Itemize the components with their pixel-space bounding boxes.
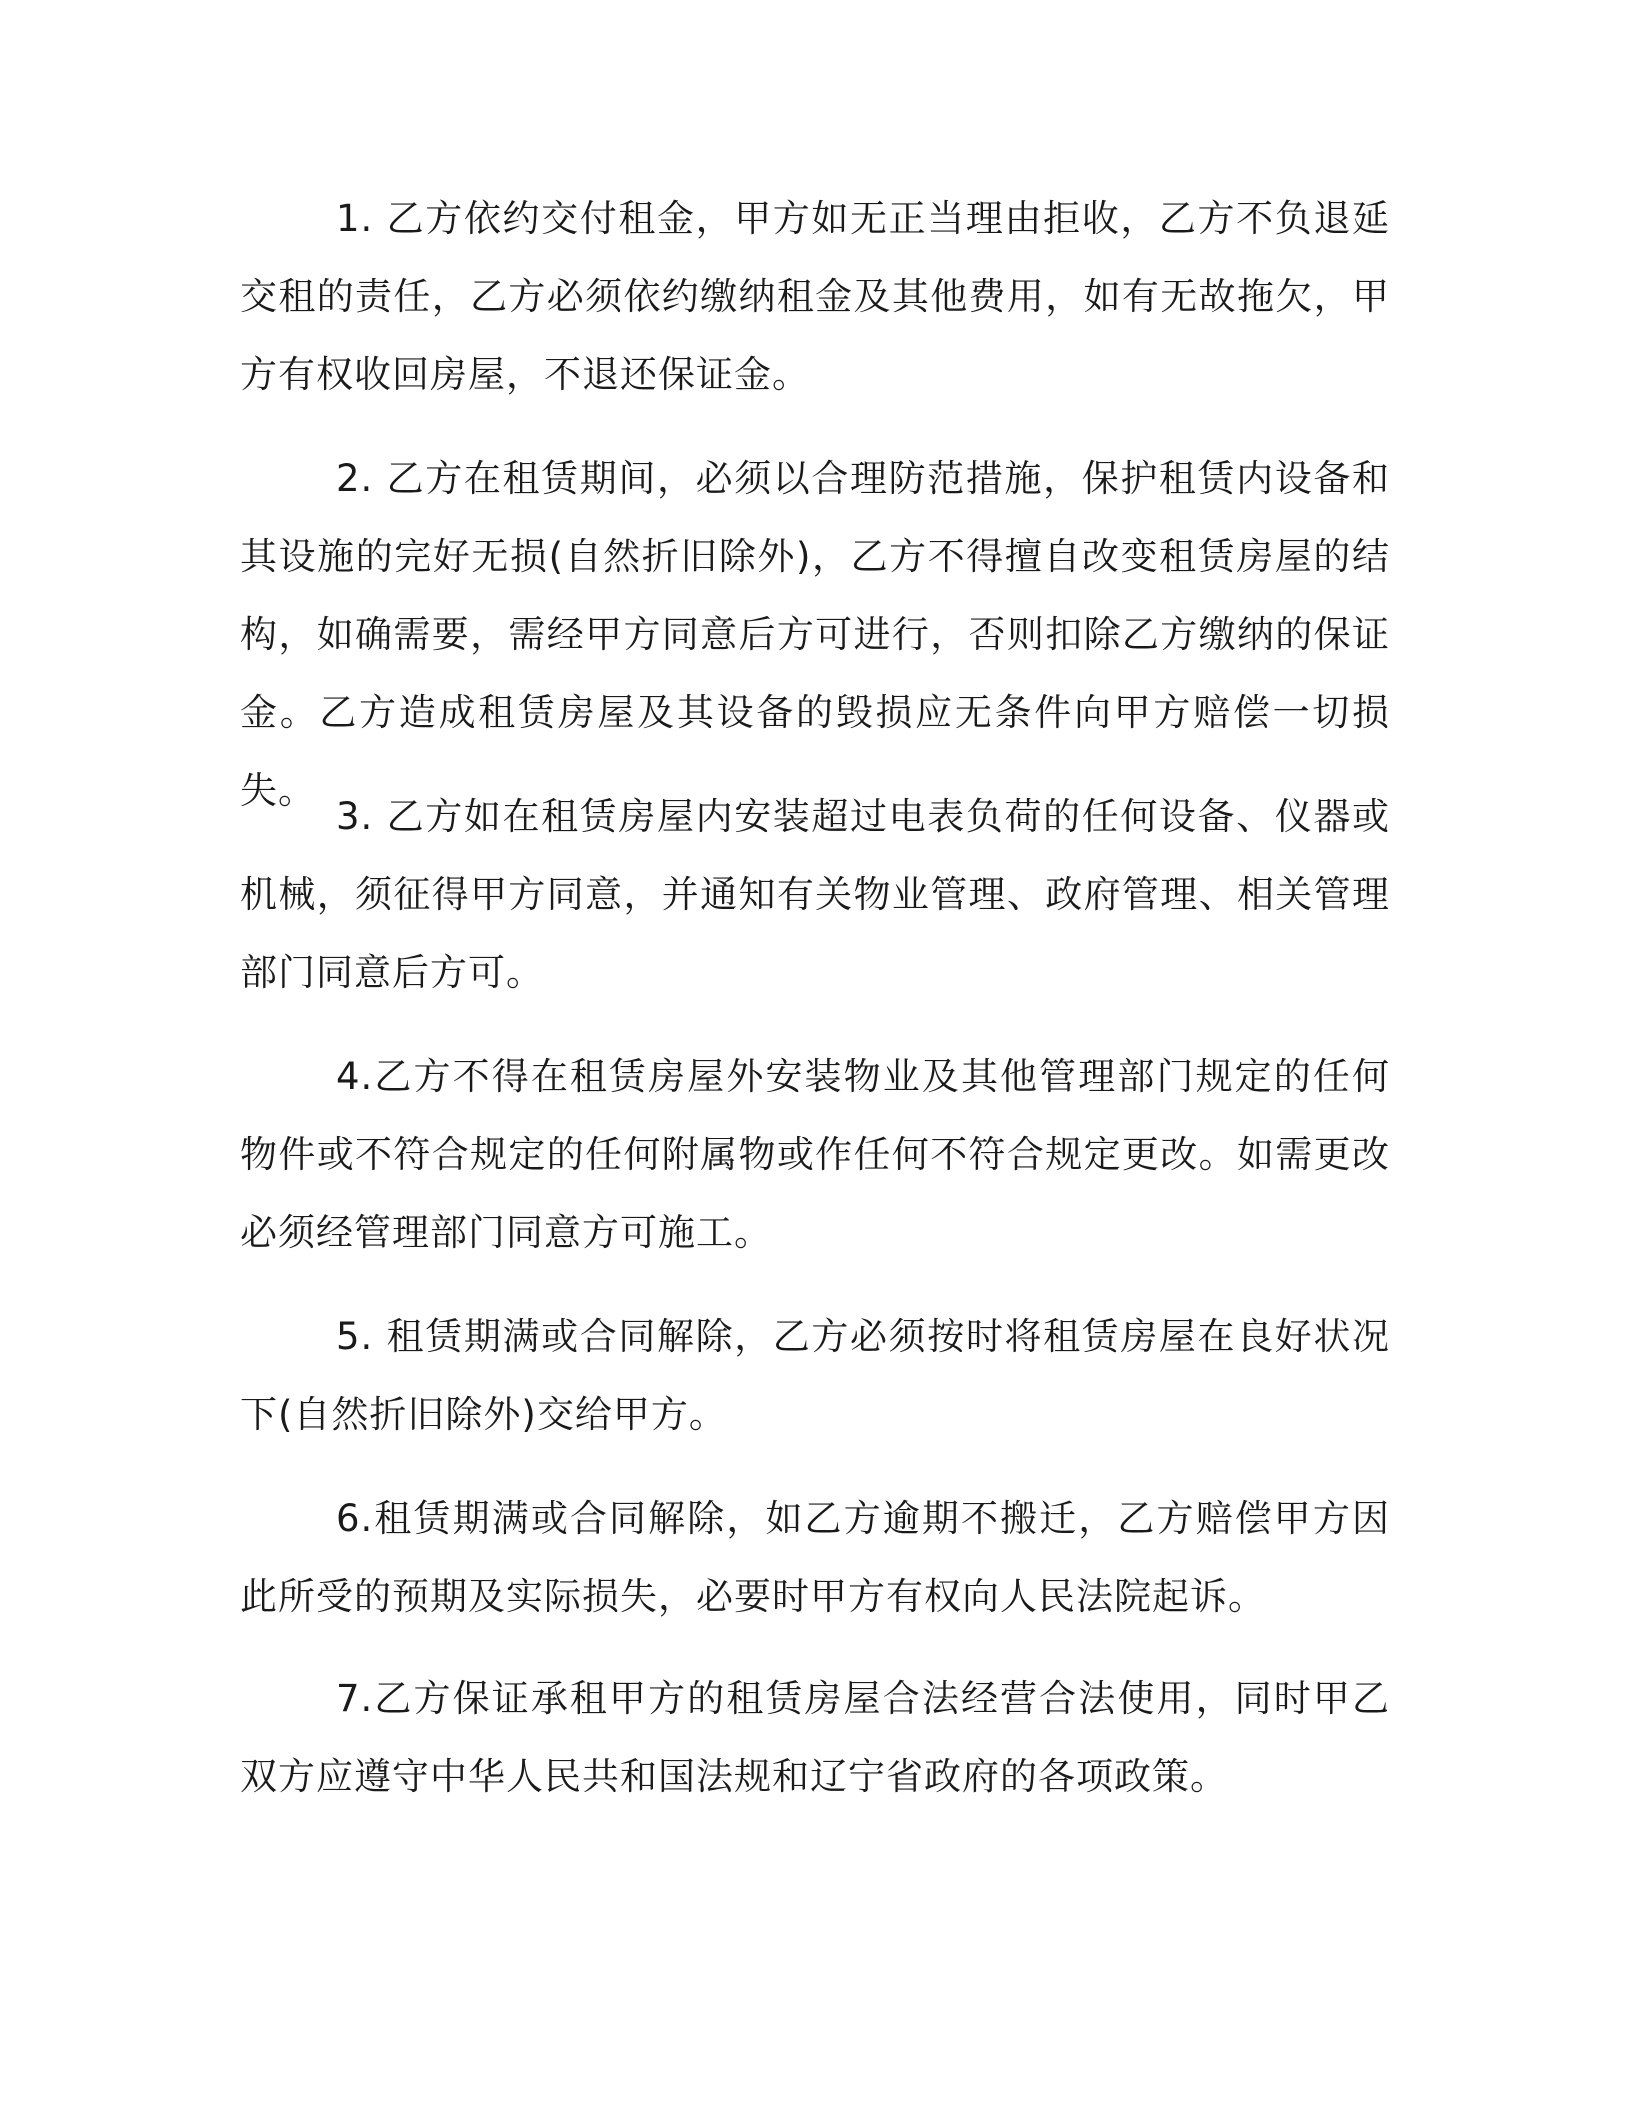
clause-3: 3. 乙方如在租赁房屋内安装超过电表负荷的任何设备、仪器或机械，须征得甲方同意，并通知有关物业管理、政府管理、相关管理部门同意后方可。 [240, 795, 1390, 994]
clause-2: 2. 乙方在租赁期间，必须以合理防范措施，保护租赁内设备和其设施的完好无损(自然折旧除外)，乙方不得擅自改变租赁房屋的结构，如确需要，需经甲方同意后方可进行，否则扣除乙方缴纳的保证金。乙方造成租赁房屋及其设备的毁损应无条件向甲方赔偿一切损失。 [240, 457, 1390, 812]
clause-6: 6.租赁期满或合同解除，如乙方逾期不搬迁，乙方赔偿甲方因此所受的预期及实际损失，必要时甲方有权向人民法院起诉。 [240, 1497, 1390, 1618]
clause-4: 4.乙方不得在租赁房屋外安装物业及其他管理部门规定的任何物件或不符合规定的任何附属物或作任何不符合规定更改。如需更改必须经管理部门同意方可施工。 [240, 1055, 1390, 1254]
clause-1: 1. 乙方依约交付租金，甲方如无正当理由拒收，乙方不负退延交租的责任，乙方必须依约缴纳租金及其他费用，如有无故拖欠，甲方有权收回房屋，不退还保证金。 [240, 197, 1390, 396]
clause-5: 5. 租赁期满或合同解除，乙方必须按时将租赁房屋在良好状况下(自然折旧除外)交给甲方。 [240, 1315, 1390, 1436]
clause-7: 7.乙方保证承租甲方的租赁房屋合法经营合法使用，同时甲乙双方应遵守中华人民共和国法规和辽宁省政府的各项政策。 [240, 1677, 1390, 1798]
